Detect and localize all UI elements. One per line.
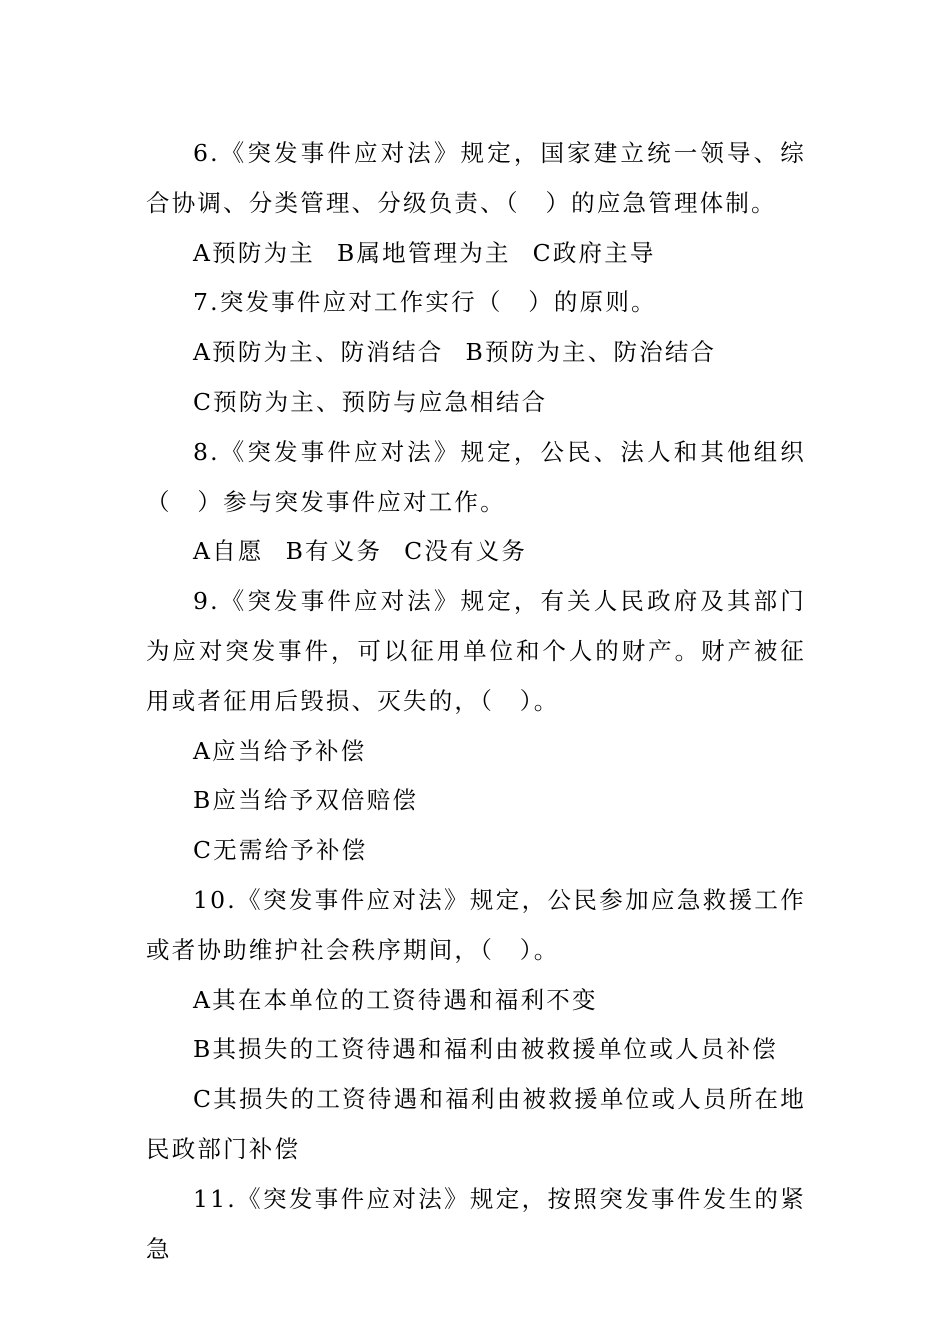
question-6-option-b: B属地管理为主 xyxy=(336,238,511,267)
question-7-options-line-2 xyxy=(146,378,806,428)
question-8-stem: 8.《突发事件应对法》规定，公民、法人和其他组织（ ）参与突发事件应对工作。 xyxy=(146,437,806,516)
question-8-option-b: B有义务 xyxy=(285,537,383,566)
question-9-option-b: B应当给予双倍赔偿 xyxy=(193,786,419,815)
question-10-option-a: A其在本单位的工资待遇和福利不变 xyxy=(193,985,598,1014)
question-9-option-a: A应当给予补偿 xyxy=(193,736,367,765)
question-11-stem: 11.《突发事件应对法》规定，按照突发事件发生的紧急 xyxy=(146,1184,806,1263)
question-8-options xyxy=(146,527,806,577)
question-10-stem: 10.《突发事件应对法》规定，公民参加应急救援工作或者协助维护社会秩序期间，（ ）。 xyxy=(146,885,806,964)
question-9-option-c: C无需给予补偿 xyxy=(193,836,368,865)
question-6-option-c: C政府主导 xyxy=(532,238,656,267)
question-7-option-a: A预防为主、防消结合 xyxy=(193,338,444,367)
question-7-stem: 7.突发事件应对工作实行（ ）的原则。 xyxy=(193,288,657,317)
question-7-option-b: B预防为主、防治结合 xyxy=(465,338,717,367)
question-6-option-a: A预防为主 xyxy=(193,238,315,267)
question-6-stem: 6.《突发事件应对法》规定，国家建立统一领导、综合协调、分类管理、分级负责、（ ）的应急管理体制。 xyxy=(146,139,806,217)
document-body xyxy=(146,129,806,1274)
question-10-option-c: C其损失的工资待遇和福利由被救援单位或人员所在地民政部门补偿 xyxy=(146,1085,806,1163)
question-8-option-c: C没有义务 xyxy=(404,537,528,566)
question-10-option-b: B其损失的工资待遇和福利由被救援单位或人员补偿 xyxy=(193,1035,778,1064)
question-7-option-c: C预防为主、预防与应急相结合 xyxy=(193,387,548,416)
question-8-option-a: A自愿 xyxy=(193,537,264,566)
question-9-stem: 9.《突发事件应对法》规定，有关人民政府及其部门为应对突发事件，可以征用单位和个人的财产。财产被征用或者征用后毁损、灭失的，（ ）。 xyxy=(146,587,806,715)
question-7-options-line-1 xyxy=(146,328,806,378)
question-6-options xyxy=(146,229,806,279)
